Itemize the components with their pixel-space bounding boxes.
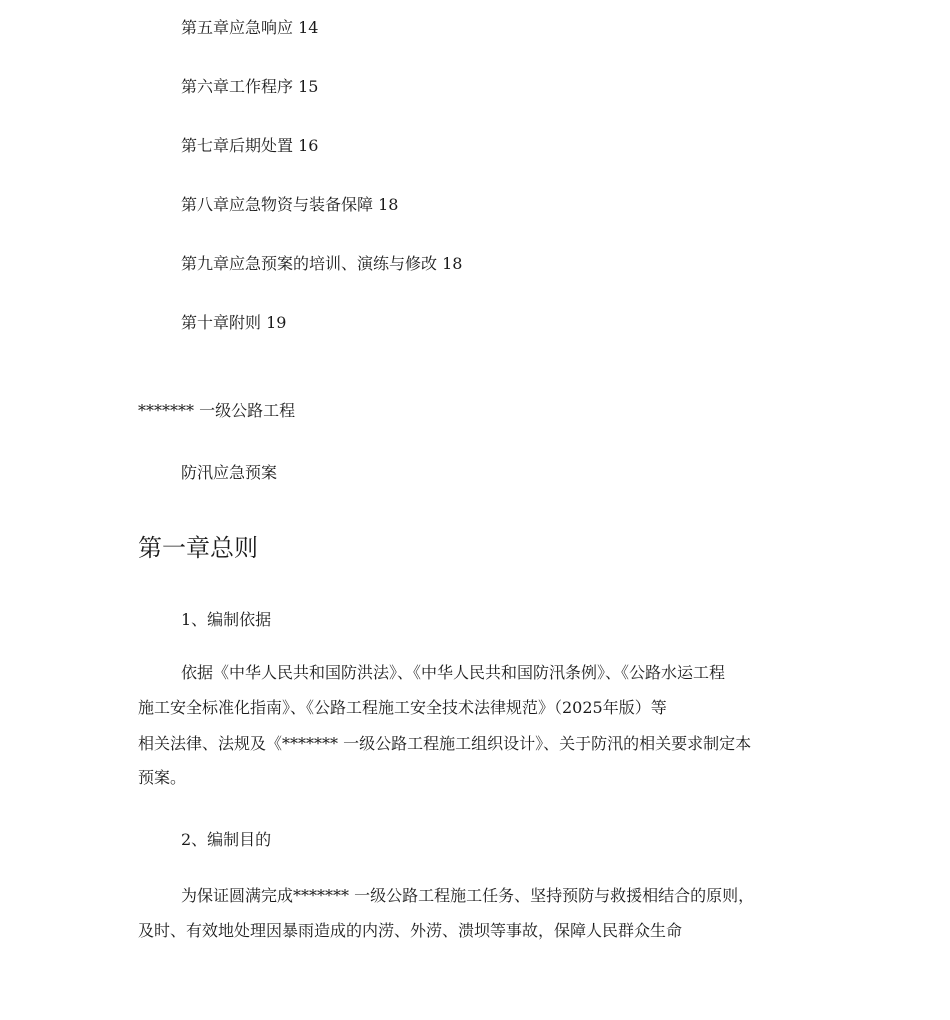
section-1-paragraph-line: 施工安全标准化指南》、《公路工程施工安全技术法律规范》（2025年版）等	[138, 698, 667, 717]
section-2-paragraph-line: 为保证圆满完成******* 一级公路工程施工任务、坚持预防与救援相结合的原则，	[181, 886, 755, 905]
toc-item-chapter-7: 第七章后期处置 16	[181, 136, 319, 155]
toc-item-chapter-8: 第八章应急物资与装备保障 18	[181, 195, 399, 214]
toc-item-chapter-5: 第五章应急响应 14	[181, 18, 319, 37]
section-1-paragraph-line: 依据《中华人民共和国防洪法》、《中华人民共和国防汛条例》、《公路水运工程	[181, 663, 726, 682]
section-2-paragraph-line: 及时、有效地处理因暴雨造成的内涝、外涝、溃坝等事故，保障人民群众生命	[138, 921, 683, 940]
plan-title: 防汛应急预案	[181, 463, 278, 482]
section-2-heading: 2、编制目的	[181, 830, 272, 849]
toc-item-chapter-10: 第十章附则 19	[181, 313, 287, 332]
section-1-heading: 1、编制依据	[181, 610, 272, 629]
project-title: ******* 一级公路工程	[138, 401, 296, 420]
section-1-paragraph-line: 预案。	[138, 768, 187, 787]
section-1-paragraph-line: 相关法律、法规及《******* 一级公路工程施工组织设计》、关于防汛的相关要求制定本	[138, 734, 752, 753]
chapter-heading: 第一章总则	[138, 534, 258, 562]
toc-item-chapter-6: 第六章工作程序 15	[181, 77, 319, 96]
toc-item-chapter-9: 第九章应急预案的培训、演练与修改 18	[181, 254, 463, 273]
